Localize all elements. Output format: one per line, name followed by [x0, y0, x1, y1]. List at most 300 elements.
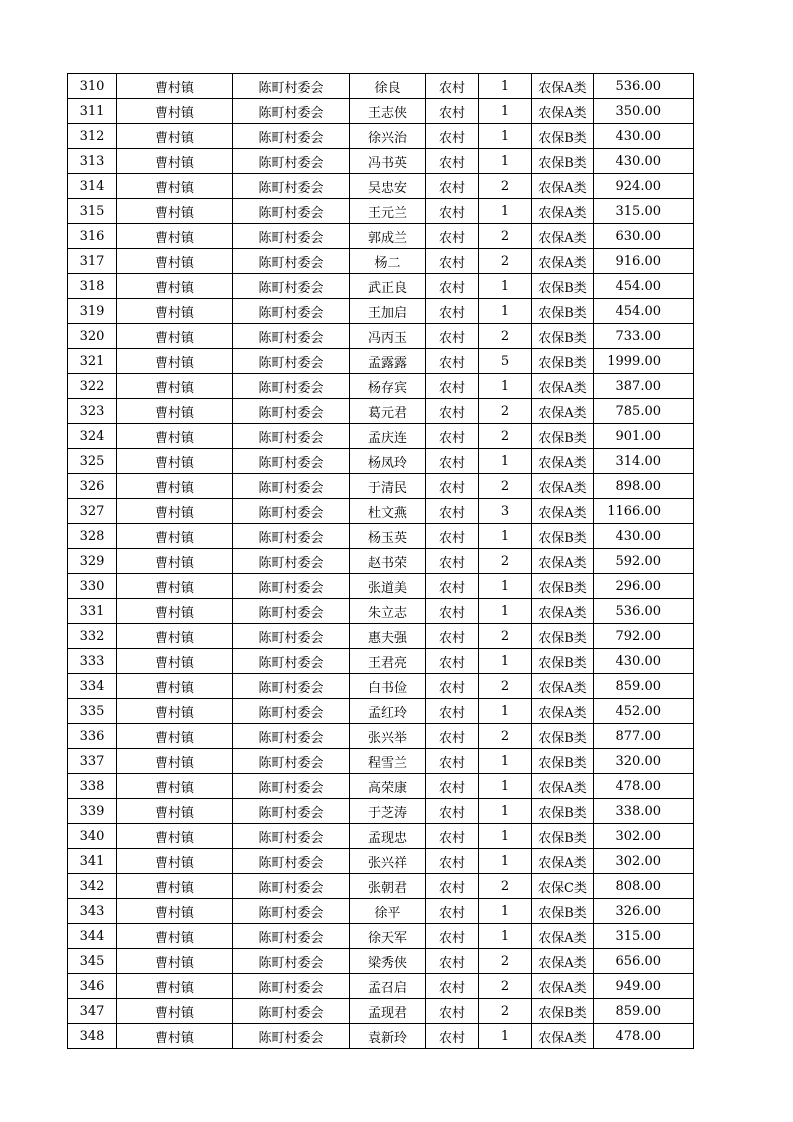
village-committee-cell: 陈町村委会 [233, 174, 350, 199]
town-cell: 曹村镇 [117, 974, 233, 999]
table-row [68, 874, 694, 899]
row-number-cell: 312 [68, 124, 117, 149]
household-count-cell: 2 [479, 174, 532, 199]
household-count-cell: 2 [479, 724, 532, 749]
area-type-cell: 农村 [426, 74, 479, 99]
area-type-cell: 农村 [426, 349, 479, 374]
name-cell: 王加启 [350, 299, 426, 324]
insurance-category-cell: 农保A类 [532, 549, 594, 574]
amount-cell: 430.00 [594, 524, 694, 549]
row-number-cell: 314 [68, 174, 117, 199]
insurance-category-cell: 农保A类 [532, 849, 594, 874]
household-count-cell: 1 [479, 599, 532, 624]
row-number-cell: 325 [68, 449, 117, 474]
village-committee-cell: 陈町村委会 [233, 599, 350, 624]
row-number-cell: 337 [68, 749, 117, 774]
insurance-category-cell: 农保B类 [532, 324, 594, 349]
amount-cell: 592.00 [594, 549, 694, 574]
household-count-cell: 1 [479, 124, 532, 149]
name-cell: 孟庆连 [350, 424, 426, 449]
table-row [68, 374, 694, 399]
records-body [68, 74, 694, 1049]
town-cell: 曹村镇 [117, 674, 233, 699]
village-committee-cell: 陈町村委会 [233, 124, 350, 149]
village-committee-cell: 陈町村委会 [233, 274, 350, 299]
table-row [68, 699, 694, 724]
name-cell: 惠夫强 [350, 624, 426, 649]
amount-cell: 924.00 [594, 174, 694, 199]
name-cell: 武正良 [350, 274, 426, 299]
amount-cell: 536.00 [594, 599, 694, 624]
town-cell: 曹村镇 [117, 574, 233, 599]
town-cell: 曹村镇 [117, 249, 233, 274]
town-cell: 曹村镇 [117, 549, 233, 574]
table-row [68, 624, 694, 649]
household-count-cell: 1 [479, 924, 532, 949]
table-row [68, 799, 694, 824]
amount-cell: 949.00 [594, 974, 694, 999]
row-number-cell: 333 [68, 649, 117, 674]
town-cell: 曹村镇 [117, 174, 233, 199]
village-committee-cell: 陈町村委会 [233, 324, 350, 349]
table-row [68, 474, 694, 499]
area-type-cell: 农村 [426, 299, 479, 324]
name-cell: 孟红玲 [350, 699, 426, 724]
household-count-cell: 1 [479, 199, 532, 224]
town-cell: 曹村镇 [117, 699, 233, 724]
insurance-category-cell: 农保A类 [532, 374, 594, 399]
town-cell: 曹村镇 [117, 999, 233, 1024]
amount-cell: 898.00 [594, 474, 694, 499]
table-row [68, 999, 694, 1024]
row-number-cell: 326 [68, 474, 117, 499]
table-row [68, 674, 694, 699]
table-row [68, 524, 694, 549]
name-cell: 白书俭 [350, 674, 426, 699]
row-number-cell: 320 [68, 324, 117, 349]
name-cell: 徐天军 [350, 924, 426, 949]
table-row [68, 149, 694, 174]
table-row [68, 749, 694, 774]
row-number-cell: 346 [68, 974, 117, 999]
name-cell: 梁秀侠 [350, 949, 426, 974]
row-number-cell: 330 [68, 574, 117, 599]
household-count-cell: 2 [479, 974, 532, 999]
insurance-category-cell: 农保B类 [532, 524, 594, 549]
area-type-cell: 农村 [426, 399, 479, 424]
row-number-cell: 340 [68, 824, 117, 849]
village-committee-cell: 陈町村委会 [233, 399, 350, 424]
table-row [68, 649, 694, 674]
table-row [68, 424, 694, 449]
amount-cell: 302.00 [594, 849, 694, 874]
insurance-category-cell: 农保A类 [532, 249, 594, 274]
row-number-cell: 322 [68, 374, 117, 399]
town-cell: 曹村镇 [117, 449, 233, 474]
area-type-cell: 农村 [426, 674, 479, 699]
town-cell: 曹村镇 [117, 149, 233, 174]
insurance-category-cell: 农保B类 [532, 349, 594, 374]
area-type-cell: 农村 [426, 624, 479, 649]
insurance-category-cell: 农保C类 [532, 874, 594, 899]
village-committee-cell: 陈町村委会 [233, 424, 350, 449]
area-type-cell: 农村 [426, 199, 479, 224]
insurance-category-cell: 农保B类 [532, 724, 594, 749]
name-cell: 孟现忠 [350, 824, 426, 849]
amount-cell: 452.00 [594, 699, 694, 724]
village-committee-cell: 陈町村委会 [233, 499, 350, 524]
area-type-cell: 农村 [426, 549, 479, 574]
village-committee-cell: 陈町村委会 [233, 824, 350, 849]
row-number-cell: 321 [68, 349, 117, 374]
name-cell: 徐兴治 [350, 124, 426, 149]
town-cell: 曹村镇 [117, 874, 233, 899]
table-row [68, 274, 694, 299]
amount-cell: 859.00 [594, 999, 694, 1024]
insurance-category-cell: 农保A类 [532, 399, 594, 424]
village-committee-cell: 陈町村委会 [233, 699, 350, 724]
amount-cell: 916.00 [594, 249, 694, 274]
insurance-category-cell: 农保A类 [532, 974, 594, 999]
area-type-cell: 农村 [426, 649, 479, 674]
insurance-category-cell: 农保B类 [532, 624, 594, 649]
insurance-category-cell: 农保A类 [532, 224, 594, 249]
table-row [68, 324, 694, 349]
village-committee-cell: 陈町村委会 [233, 774, 350, 799]
amount-cell: 785.00 [594, 399, 694, 424]
village-committee-cell: 陈町村委会 [233, 74, 350, 99]
name-cell: 葛元君 [350, 399, 426, 424]
area-type-cell: 农村 [426, 874, 479, 899]
town-cell: 曹村镇 [117, 1024, 233, 1049]
row-number-cell: 338 [68, 774, 117, 799]
household-count-cell: 3 [479, 499, 532, 524]
town-cell: 曹村镇 [117, 799, 233, 824]
table-row [68, 949, 694, 974]
row-number-cell: 343 [68, 899, 117, 924]
amount-cell: 792.00 [594, 624, 694, 649]
village-committee-cell: 陈町村委会 [233, 149, 350, 174]
insurance-category-cell: 农保B类 [532, 124, 594, 149]
table-row [68, 899, 694, 924]
name-cell: 张朝君 [350, 874, 426, 899]
amount-cell: 478.00 [594, 1024, 694, 1049]
area-type-cell: 农村 [426, 524, 479, 549]
household-count-cell: 1 [479, 749, 532, 774]
row-number-cell: 318 [68, 274, 117, 299]
insurance-category-cell: 农保A类 [532, 499, 594, 524]
area-type-cell: 农村 [426, 224, 479, 249]
town-cell: 曹村镇 [117, 899, 233, 924]
row-number-cell: 323 [68, 399, 117, 424]
table-row [68, 824, 694, 849]
village-committee-cell: 陈町村委会 [233, 474, 350, 499]
area-type-cell: 农村 [426, 799, 479, 824]
name-cell: 冯丙玉 [350, 324, 426, 349]
insurance-category-cell: 农保B类 [532, 824, 594, 849]
town-cell: 曹村镇 [117, 849, 233, 874]
insurance-category-cell: 农保A类 [532, 1024, 594, 1049]
town-cell: 曹村镇 [117, 124, 233, 149]
village-committee-cell: 陈町村委会 [233, 849, 350, 874]
village-committee-cell: 陈町村委会 [233, 249, 350, 274]
town-cell: 曹村镇 [117, 624, 233, 649]
town-cell: 曹村镇 [117, 649, 233, 674]
name-cell: 冯书英 [350, 149, 426, 174]
area-type-cell: 农村 [426, 99, 479, 124]
area-type-cell: 农村 [426, 474, 479, 499]
household-count-cell: 2 [479, 999, 532, 1024]
household-count-cell: 1 [479, 899, 532, 924]
town-cell: 曹村镇 [117, 374, 233, 399]
amount-cell: 454.00 [594, 274, 694, 299]
row-number-cell: 319 [68, 299, 117, 324]
amount-cell: 1166.00 [594, 499, 694, 524]
row-number-cell: 345 [68, 949, 117, 974]
amount-cell: 1999.00 [594, 349, 694, 374]
village-committee-cell: 陈町村委会 [233, 724, 350, 749]
area-type-cell: 农村 [426, 374, 479, 399]
insurance-category-cell: 农保B类 [532, 574, 594, 599]
row-number-cell: 324 [68, 424, 117, 449]
town-cell: 曹村镇 [117, 299, 233, 324]
name-cell: 杨存宾 [350, 374, 426, 399]
amount-cell: 877.00 [594, 724, 694, 749]
amount-cell: 656.00 [594, 949, 694, 974]
area-type-cell: 农村 [426, 574, 479, 599]
amount-cell: 630.00 [594, 224, 694, 249]
household-count-cell: 2 [479, 624, 532, 649]
row-number-cell: 332 [68, 624, 117, 649]
village-committee-cell: 陈町村委会 [233, 549, 350, 574]
insurance-category-cell: 农保A类 [532, 674, 594, 699]
area-type-cell: 农村 [426, 1024, 479, 1049]
name-cell: 徐良 [350, 74, 426, 99]
amount-cell: 733.00 [594, 324, 694, 349]
amount-cell: 430.00 [594, 649, 694, 674]
town-cell: 曹村镇 [117, 949, 233, 974]
village-committee-cell: 陈町村委会 [233, 799, 350, 824]
village-committee-cell: 陈町村委会 [233, 374, 350, 399]
amount-cell: 387.00 [594, 374, 694, 399]
row-number-cell: 339 [68, 799, 117, 824]
town-cell: 曹村镇 [117, 724, 233, 749]
row-number-cell: 315 [68, 199, 117, 224]
village-committee-cell: 陈町村委会 [233, 349, 350, 374]
area-type-cell: 农村 [426, 149, 479, 174]
village-committee-cell: 陈町村委会 [233, 1024, 350, 1049]
area-type-cell: 农村 [426, 774, 479, 799]
area-type-cell: 农村 [426, 724, 479, 749]
town-cell: 曹村镇 [117, 499, 233, 524]
household-count-cell: 1 [479, 374, 532, 399]
area-type-cell: 农村 [426, 174, 479, 199]
table-row [68, 599, 694, 624]
insurance-category-cell: 农保A类 [532, 449, 594, 474]
amount-cell: 326.00 [594, 899, 694, 924]
insurance-category-cell: 农保A类 [532, 774, 594, 799]
area-type-cell: 农村 [426, 499, 479, 524]
town-cell: 曹村镇 [117, 599, 233, 624]
row-number-cell: 334 [68, 674, 117, 699]
row-number-cell: 327 [68, 499, 117, 524]
row-number-cell: 342 [68, 874, 117, 899]
insurance-category-cell: 农保B类 [532, 999, 594, 1024]
amount-cell: 454.00 [594, 299, 694, 324]
table-row [68, 199, 694, 224]
row-number-cell: 344 [68, 924, 117, 949]
table-row [68, 74, 694, 99]
name-cell: 杨二 [350, 249, 426, 274]
insurance-category-cell: 农保B类 [532, 649, 594, 674]
row-number-cell: 348 [68, 1024, 117, 1049]
row-number-cell: 341 [68, 849, 117, 874]
household-count-cell: 2 [479, 324, 532, 349]
row-number-cell: 313 [68, 149, 117, 174]
table-row [68, 849, 694, 874]
row-number-cell: 336 [68, 724, 117, 749]
village-committee-cell: 陈町村委会 [233, 449, 350, 474]
amount-cell: 320.00 [594, 749, 694, 774]
name-cell: 杨玉英 [350, 524, 426, 549]
area-type-cell: 农村 [426, 449, 479, 474]
town-cell: 曹村镇 [117, 274, 233, 299]
area-type-cell: 农村 [426, 749, 479, 774]
household-count-cell: 5 [479, 349, 532, 374]
name-cell: 袁新玲 [350, 1024, 426, 1049]
row-number-cell: 331 [68, 599, 117, 624]
table-row [68, 1024, 694, 1049]
area-type-cell: 农村 [426, 699, 479, 724]
amount-cell: 859.00 [594, 674, 694, 699]
household-count-cell: 1 [479, 1024, 532, 1049]
household-count-cell: 1 [479, 524, 532, 549]
town-cell: 曹村镇 [117, 74, 233, 99]
household-count-cell: 1 [479, 574, 532, 599]
village-committee-cell: 陈町村委会 [233, 674, 350, 699]
village-committee-cell: 陈町村委会 [233, 649, 350, 674]
area-type-cell: 农村 [426, 274, 479, 299]
household-count-cell: 1 [479, 849, 532, 874]
name-cell: 孟露露 [350, 349, 426, 374]
amount-cell: 315.00 [594, 199, 694, 224]
village-committee-cell: 陈町村委会 [233, 999, 350, 1024]
insurance-category-cell: 农保A类 [532, 99, 594, 124]
table-row [68, 924, 694, 949]
household-count-cell: 2 [479, 249, 532, 274]
table-row [68, 399, 694, 424]
insurance-category-cell: 农保A类 [532, 599, 594, 624]
table-row [68, 124, 694, 149]
insurance-category-cell: 农保A类 [532, 924, 594, 949]
household-count-cell: 2 [479, 474, 532, 499]
household-count-cell: 1 [479, 649, 532, 674]
household-count-cell: 1 [479, 299, 532, 324]
insurance-category-cell: 农保A类 [532, 474, 594, 499]
household-count-cell: 1 [479, 449, 532, 474]
name-cell: 王志侠 [350, 99, 426, 124]
amount-cell: 901.00 [594, 424, 694, 449]
amount-cell: 478.00 [594, 774, 694, 799]
insurance-category-cell: 农保B类 [532, 424, 594, 449]
name-cell: 赵书荣 [350, 549, 426, 574]
village-committee-cell: 陈町村委会 [233, 924, 350, 949]
row-number-cell: 310 [68, 74, 117, 99]
name-cell: 杜文燕 [350, 499, 426, 524]
amount-cell: 808.00 [594, 874, 694, 899]
town-cell: 曹村镇 [117, 224, 233, 249]
household-count-cell: 1 [479, 149, 532, 174]
area-type-cell: 农村 [426, 899, 479, 924]
town-cell: 曹村镇 [117, 524, 233, 549]
insurance-category-cell: 农保A类 [532, 174, 594, 199]
name-cell: 张道美 [350, 574, 426, 599]
name-cell: 于芝涛 [350, 799, 426, 824]
household-count-cell: 1 [479, 274, 532, 299]
name-cell: 郭成兰 [350, 224, 426, 249]
row-number-cell: 347 [68, 999, 117, 1024]
household-count-cell: 1 [479, 824, 532, 849]
row-number-cell: 335 [68, 699, 117, 724]
records-table [67, 73, 694, 1049]
town-cell: 曹村镇 [117, 924, 233, 949]
amount-cell: 350.00 [594, 99, 694, 124]
name-cell: 吴忠安 [350, 174, 426, 199]
village-committee-cell: 陈町村委会 [233, 199, 350, 224]
household-count-cell: 1 [479, 774, 532, 799]
table-row [68, 724, 694, 749]
town-cell: 曹村镇 [117, 424, 233, 449]
household-count-cell: 1 [479, 699, 532, 724]
area-type-cell: 农村 [426, 324, 479, 349]
table-row [68, 174, 694, 199]
village-committee-cell: 陈町村委会 [233, 949, 350, 974]
amount-cell: 536.00 [594, 74, 694, 99]
table-row [68, 774, 694, 799]
name-cell: 王君亮 [350, 649, 426, 674]
row-number-cell: 316 [68, 224, 117, 249]
area-type-cell: 农村 [426, 599, 479, 624]
village-committee-cell: 陈町村委会 [233, 899, 350, 924]
insurance-category-cell: 农保B类 [532, 274, 594, 299]
area-type-cell: 农村 [426, 249, 479, 274]
row-number-cell: 317 [68, 249, 117, 274]
area-type-cell: 农村 [426, 974, 479, 999]
table-row [68, 549, 694, 574]
insurance-category-cell: 农保B类 [532, 899, 594, 924]
table-row [68, 99, 694, 124]
household-count-cell: 1 [479, 74, 532, 99]
insurance-category-cell: 农保A类 [532, 74, 594, 99]
table-row [68, 249, 694, 274]
insurance-category-cell: 农保B类 [532, 799, 594, 824]
insurance-category-cell: 农保A类 [532, 699, 594, 724]
name-cell: 张兴举 [350, 724, 426, 749]
insurance-category-cell: 农保A类 [532, 199, 594, 224]
row-number-cell: 311 [68, 99, 117, 124]
town-cell: 曹村镇 [117, 349, 233, 374]
table-row [68, 449, 694, 474]
village-committee-cell: 陈町村委会 [233, 99, 350, 124]
table-row [68, 574, 694, 599]
area-type-cell: 农村 [426, 999, 479, 1024]
household-count-cell: 2 [479, 874, 532, 899]
insurance-category-cell: 农保B类 [532, 749, 594, 774]
town-cell: 曹村镇 [117, 474, 233, 499]
table-row [68, 299, 694, 324]
table-row [68, 499, 694, 524]
household-count-cell: 1 [479, 99, 532, 124]
